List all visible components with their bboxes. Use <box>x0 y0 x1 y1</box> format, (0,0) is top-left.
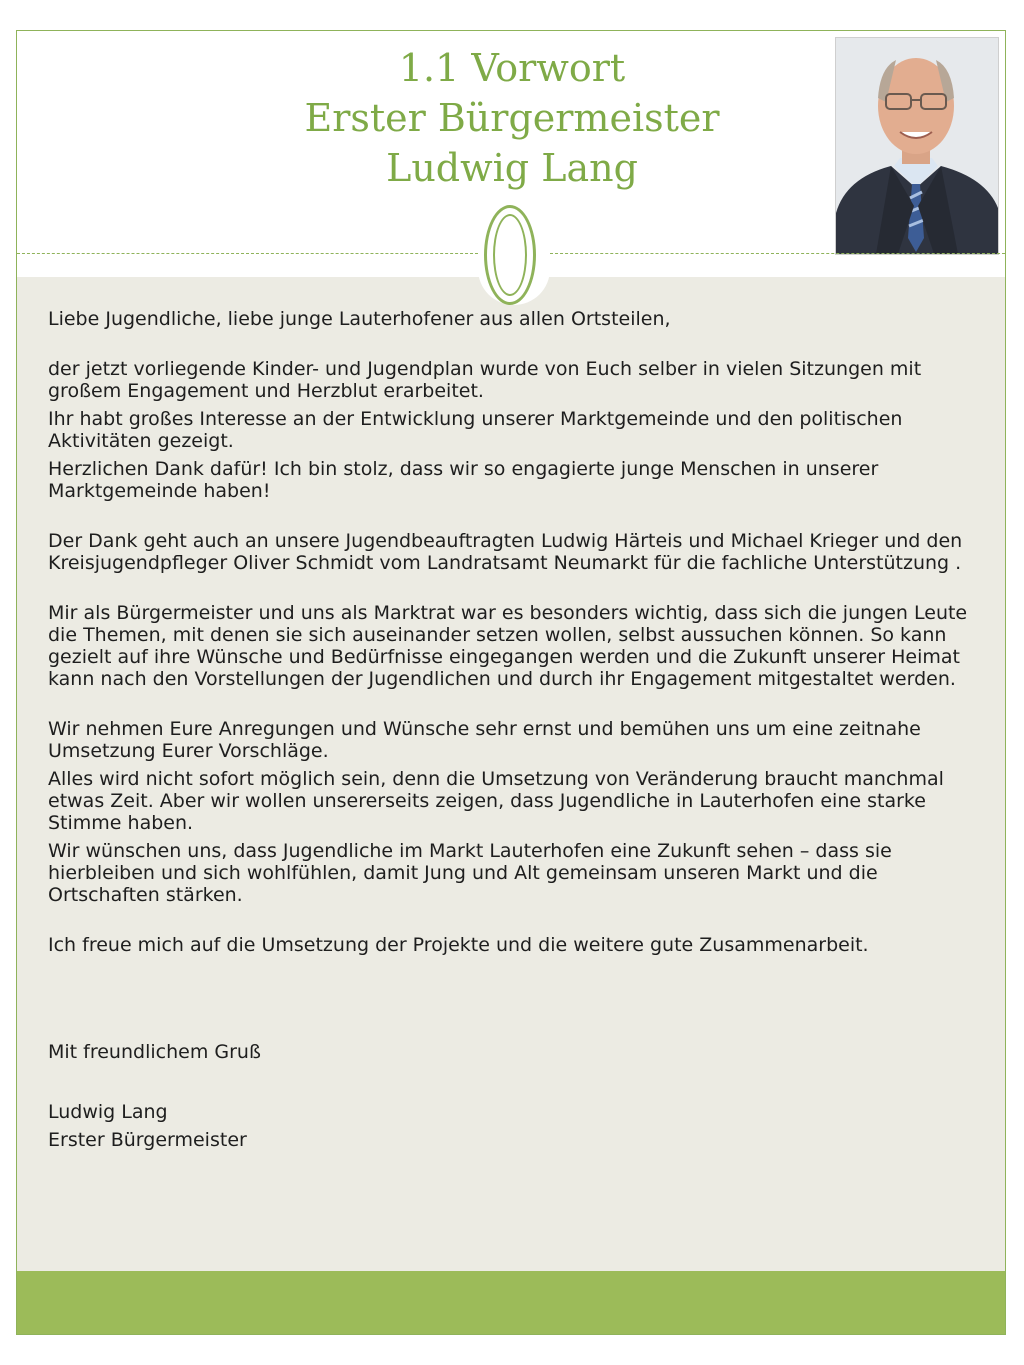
salutation: Liebe Jugendliche, liebe junge Lauterhofener aus allen Ortsteilen, <box>48 308 671 330</box>
portrait-illustration <box>836 38 998 254</box>
paragraph: Mir als Bürgermeister und uns als Marktrat war es besonders wichtig, dass sich die jungen Leute die Themen, mit denen sie sich auseinander setzen wollen, selbst aussuchen können. So kann gezielt auf ihre Wünsche und Bedürfnisse eingegangen werden und die Zukunft unserer Heimat kann nach den Vorstellungen der Jugendlichen und durch ihr Engagement mitgestaltet werden. <box>48 602 968 690</box>
oval-ornament <box>484 205 536 305</box>
divider-left <box>17 253 478 254</box>
paragraph: Ich freue mich auf die Umsetzung der Projekte und die weitere gute Zusammenarbeit. <box>48 934 869 956</box>
signer-name: Ludwig Lang <box>48 1101 168 1123</box>
title-line-3: Ludwig Lang <box>386 146 638 190</box>
page-title <box>217 43 807 193</box>
signer-title: Erster Bürgermeister <box>48 1129 247 1151</box>
mayor-portrait <box>835 37 999 255</box>
paragraph: Der Dank geht auch an unsere Jugendbeauftragten Ludwig Härteis und Michael Krieger und den Kreisjugendpfleger Oliver Schmidt vom Landratsamt Neumarkt für die fachliche Unterstützung . <box>48 530 963 574</box>
closing: Mit freundlichem Gruß <box>48 1041 261 1063</box>
oval-ornament-inner <box>493 214 527 296</box>
title-line-2: Erster Bürgermeister <box>304 96 720 140</box>
paragraph: Wir nehmen Eure Anregungen und Wünsche sehr ernst und bemühen uns um eine zeitnahe Umsetzung Eurer Vorschläge. <box>48 718 921 762</box>
paragraph: Ihr habt großes Interesse an der Entwicklung unserer Marktgemeinde und den politischen Aktivitäten gezeigt. <box>48 408 903 452</box>
footer-bar <box>17 1271 1005 1334</box>
paragraph: der jetzt vorliegende Kinder- und Jugendplan wurde von Euch selber in vielen Sitzungen mit großem Engagement und Herzblut erarbeitet. <box>48 358 922 402</box>
letter-body <box>48 308 978 1154</box>
paragraph: Herzlichen Dank dafür! Ich bin stolz, dass wir so engagierte junge Menschen in unserer Marktgemeinde haben! <box>48 458 879 502</box>
paragraph: Wir wünschen uns, dass Jugendliche im Markt Lauterhofen eine Zukunft sehen – dass sie hierbleiben und sich wohlfühlen, damit Jung und Alt gemeinsam unseren Markt und die Ortschaften stärken. <box>48 840 892 906</box>
title-line-1: 1.1 Vorwort <box>398 46 626 90</box>
paragraph: Alles wird nicht sofort möglich sein, denn die Umsetzung von Veränderung braucht manchmal etwas Zeit. Aber wir wollen unsererseits zeigen, dass Jugendliche in Lauterhofen eine starke Stimme haben. <box>48 768 944 834</box>
divider-right <box>550 253 1005 254</box>
